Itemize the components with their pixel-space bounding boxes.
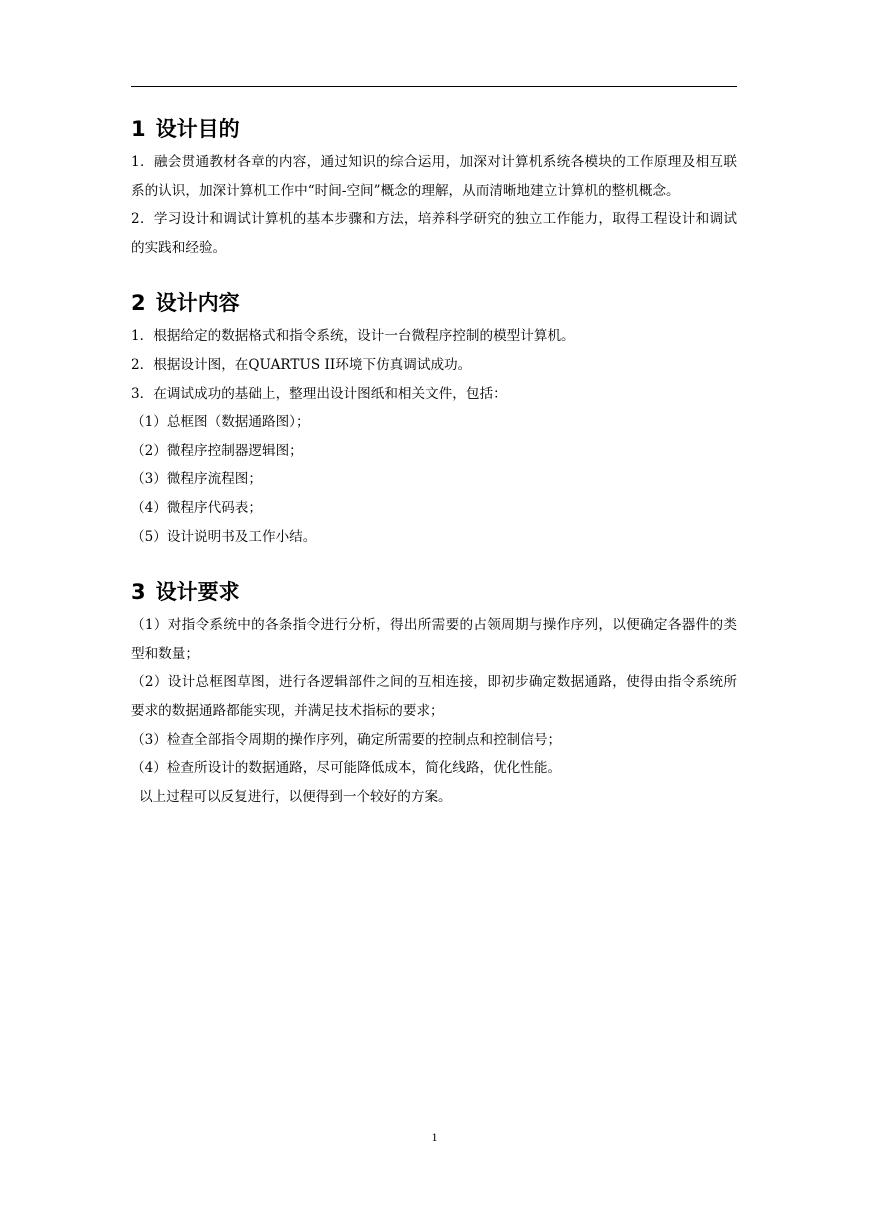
section-design-content: [131, 290, 737, 551]
list-item: （3）检查全部指令周期的操作序列，确定所需要的控制点和控制信号；: [131, 731, 562, 748]
list-item: （1）总框图（数据通路图）；: [131, 414, 310, 431]
section-number: 1: [131, 117, 146, 141]
header-rule: [131, 86, 737, 87]
paragraph: 以上过程可以反复进行，以便得到一个较好的方案。: [139, 788, 452, 805]
section-heading: [131, 116, 737, 142]
section-number: 2: [131, 291, 146, 316]
list-item: （3）微程序流程图；: [131, 471, 262, 488]
list-item: （2）微程序控制器逻辑图；: [131, 442, 303, 459]
page-number: 1: [431, 1130, 438, 1144]
section-title: 设计目的: [155, 117, 240, 141]
section-design-requirements: [131, 579, 737, 811]
paragraph: 2．根据设计图，在QUARTUS II环境下仿真调试成功。: [131, 356, 472, 373]
section-heading: [131, 579, 737, 605]
section-title: 设计要求: [155, 580, 240, 605]
list-item: （2）设计总框图草图，进行各逻辑部件之间的互相连接，即初步确定数据通路，使得由指令系统所要求的数据通路都能实现，并满足技术指标的要求；: [131, 674, 737, 719]
section-design-purpose: [131, 116, 737, 262]
section-number: 3: [131, 580, 146, 605]
document-body: [131, 108, 737, 811]
paragraph: 2．学习设计和调试计算机的基本步骤和方法，培养科学研究的独立工作能力，取得工程设计和调试的实践和经验。: [131, 211, 737, 256]
paragraph: 1．融会贯通教材各章的内容，通过知识的综合运用，加深对计算机系统各模块的工作原理及相互联系的认识，加深计算机工作中“时间-空间”概念的理解，从而清晰地建立计算机的整机概念。: [131, 154, 737, 199]
paragraph: 1．根据给定的数据格式和指令系统，设计一台微程序控制的模型计算机。: [131, 328, 575, 345]
section-heading: [131, 290, 737, 316]
paragraph: 3．在调试成功的基础上，整理出设计图纸和相关文件，包括：: [131, 385, 507, 402]
list-item: （5）设计说明书及工作小结。: [131, 528, 317, 545]
list-item: （4）微程序代码表；: [131, 499, 262, 516]
section-title: 设计内容: [155, 291, 240, 316]
list-item: （1）对指令系统中的各条指令进行分析，得出所需要的占领周期与操作序列，以便确定各器件的类型和数量；: [131, 617, 737, 662]
list-item: （4）检查所设计的数据通路，尽可能降低成本，简化线路，优化性能。: [131, 760, 562, 777]
